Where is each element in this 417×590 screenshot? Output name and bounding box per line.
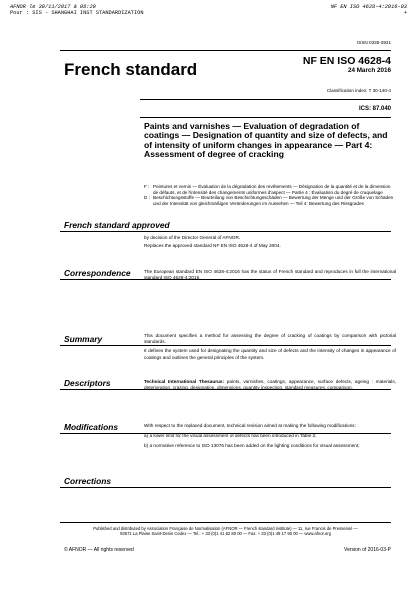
translation-fr-text: Peintures et vernis — Évaluation de la dégradation des revêtements — Désignation de la quantité et de la dimension de défauts, et de l'intensité des changements uniformes d'aspect — Partie 4 : Évaluation du degré de craquelage (153, 184, 391, 195)
translation-fr (144, 184, 396, 195)
translation-de-code: D : (144, 195, 150, 201)
publisher-line-2: 93571 La Plaine Saint-Denis Cedex — Tel.: + 33 (0)1 41 62 80 00 — Fax: + 33 (0)1 49 17 90 00 — www.afnor.org (120, 531, 331, 537)
issn: ISSN 0335-3931 (357, 40, 391, 45)
top-rule (60, 50, 391, 51)
summary-paragraph-1: This document specifies a method for assessing the degree of cracking of coatings by comparison with pictorial standards. (144, 333, 396, 345)
approved-heading: French standard approved (64, 220, 170, 230)
header-left (10, 4, 144, 16)
correspondence-heading: Correspondence (64, 268, 131, 278)
doc-type: French standard (64, 60, 198, 79)
correspondence-text: The European standard EN ISO 4628-4:2016 has the status of French standard and reproduces in full the international standard ISO 4628-4:2016. (144, 269, 396, 281)
approved-rule (60, 231, 391, 232)
translation-de-text: Beschichtungsstoffe — Beurteilung von Beschichtungsschäden — Bewertung der Menge und der Größe von Schäden und der Intensität von gleichmäßigen Veränderungen im Aussehen — Teil 4: Bewertung des Rissgrades (153, 195, 394, 206)
approved-text (144, 235, 396, 249)
summary-paragraph-2: It defines the system used for designating the quantity and size of defects and the intensity of changes in appearance of coatings and outlines the general principles of the system. (144, 348, 396, 360)
approved-line-decision: by decision of the Director General of AFNOR. (144, 235, 241, 240)
standard-block (303, 55, 391, 75)
classification-index: Classification index: T 30-140-4 (326, 88, 391, 93)
header-reference: NF EN ISO 4628-4:2016-03 (330, 4, 407, 10)
approved-line-replaces: Replaces the approved standard NF EN ISO 4628-4 of May 2004. (144, 243, 281, 249)
version: Version of 2016-03-P (344, 547, 391, 553)
translation-fr-code: F : (144, 184, 150, 189)
header-recipient: Pour : SIS - SHANGHAI INST STANDARDIZATION (10, 10, 144, 17)
modification-item-b: b) a normative reference to ISO 13076 has been added on the lighting conditions for visual assessment; (144, 443, 360, 449)
modifications-heading: Modifications (64, 422, 118, 432)
descriptors-label: Technical International Thesaurus: (144, 379, 225, 384)
publisher-info (60, 526, 391, 537)
summary-heading: Summary (64, 334, 103, 344)
translation-de (144, 195, 396, 206)
ics: ICS: 87.040 (358, 106, 391, 112)
publisher-rule (60, 522, 391, 523)
modifications-text (144, 423, 396, 450)
header-plus: + (403, 10, 407, 17)
standard-date: 24 March 2016 (347, 67, 391, 74)
copyright: © AFNOR — All rights reserved (64, 547, 134, 553)
translations (144, 184, 396, 206)
header-right (331, 4, 407, 16)
ics-rule (140, 117, 391, 118)
document-title: Paints and varnishes — Evaluation of degradation of coatings — Designation of quantity and size of defects, and of intensity of uniform changes in appearance — Part 4: Assessment of degree of cracking (144, 121, 388, 160)
summary-text (144, 333, 396, 361)
descriptors-heading: Descriptors (64, 378, 111, 388)
corrections-rule (60, 487, 391, 488)
classification-rule (140, 99, 391, 100)
modification-item-a: a) a lower limit for the visual assessment of defects has been introduced in Table 2; (144, 433, 317, 439)
modifications-intro: With respect to the replaced document, technical revision aimed at making the following modifications: (144, 423, 356, 428)
publisher-line-1: Published and distributed by Association Française de Normalisation (AFNOR — French standard institute) — 11, rue Francis de Pressensé — (93, 526, 358, 531)
standard-id: NF EN ISO 4628-4 (302, 55, 391, 67)
descriptors-text (144, 379, 396, 391)
descriptors-terms: paints, varnishes, coatings, appearance, surface defects, ageing : materials, deterioration, crazing, designation, dimensions, quantity inspection, standard measures, comparison. (144, 379, 396, 391)
corrections-heading: Corrections (64, 476, 112, 486)
header-timestamp: AFNOR le 30/11/2017 à 08:20 (10, 4, 96, 10)
